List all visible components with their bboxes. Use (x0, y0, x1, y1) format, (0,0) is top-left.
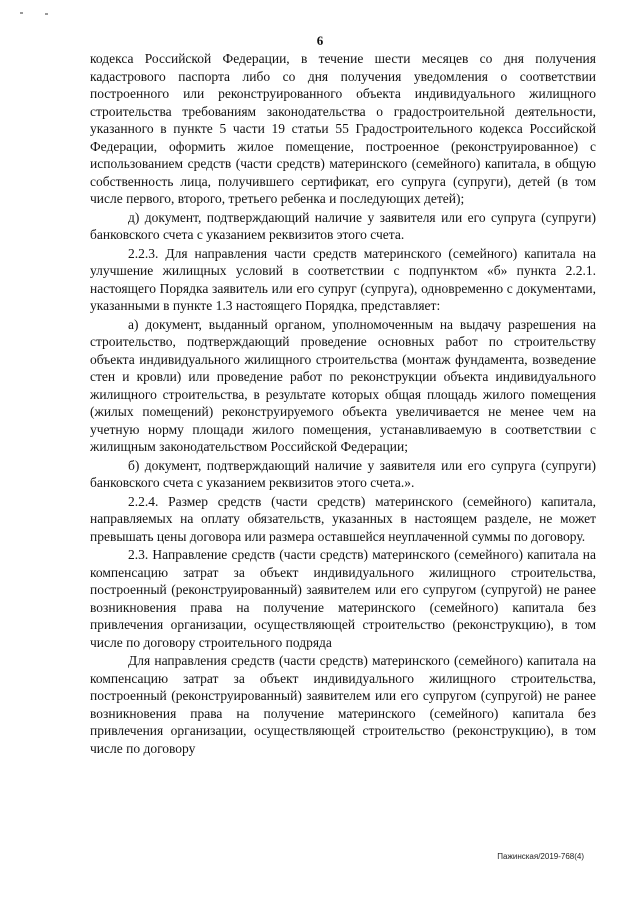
paragraph: б) документ, подтверждающий наличие у заявителя или его супруга (супруги) банковского счета с указанием реквизитов этого счета.». (90, 457, 596, 490)
document-body (90, 50, 596, 758)
paragraph: 2.2.3. Для направления части средств материнского (семейного) капитала на улучшение жилищных условий в соответствии с подпунктом «б» пункта 2.2.1. настоящего Порядка заявитель или его супруг (супруга), одновременно с документами, указанными в пункте 1.3 настоящего Порядка, представляет: (90, 245, 596, 313)
paragraph: 2.2.4. Размер средств (части средств) материнского (семейного) капитала, направляемых на оплату обязательств, указанных в настоящем разделе, не может превышать цены договора или размера оставшейся неуплаченной суммы по договору. (90, 493, 596, 544)
page-number: 6 (316, 33, 324, 48)
scan-mark (45, 13, 48, 15)
scan-mark (20, 12, 23, 14)
paragraph: Для направления средств (части средств) материнского (семейного) капитала на компенсацию затрат за объект индивидуального жилищного строительства, построенный (реконструированный) заявителем или его супругом (супругой) не ранее возникновения права на получение материнского (семейного) капитала без привлечения организации, осуществляющей строительство (реконструкцию), в том числе по договору (90, 653, 596, 756)
paragraph: а) документ, выданный органом, уполномоченным на выдачу разрешения на строительство, подтверждающий проведение основных работ по строительству объекта индивидуального жилищного строительства (монтаж фундамента, возведение стен и кровли) или проведение работ по реконструкции объекта индивидуального жилищного строительства, в результате которых общая площадь жилого помещения (жилых помещений) реконструируемого объекта увеличивается не менее чем на учетную норму площади жилого помещения, устанавливаемую в соответствии с жилищным законодательством Российской Федерации; (90, 316, 596, 454)
document-code: Пажинская/2019-768(4) (497, 852, 584, 861)
paragraph: кодекса Российской Федерации, в течение шести месяцев со дня получения кадастрового паспорта либо со дня получения уведомления о соответствии построенного или реконструированного объекта индивидуального жилищного строительства требованиям законодательства о градостроительной деятельности, указанного в пункте 5 части 19 статьи 55 Градостроительного кодекса Российской Федерации, оформить жилое помещение, построенное (реконструированное) с использованием средств (части средств) материнского (семейного) капитала, в общую собственность лица, получившего сертификат, его супруга (супруги), детей (в том числе первого, второго, третьего ребенка и последующих детей); (90, 51, 596, 206)
paragraph: д) документ, подтверждающий наличие у заявителя или его супруга (супруги) банковского счета с указанием реквизитов этого счета. (90, 209, 596, 242)
paragraph: 2.3. Направление средств (части средств) материнского (семейного) капитала на компенсацию затрат за объект индивидуального жилищного строительства, построенный (реконструированный) заявителем или его супругом (супругой) не ранее возникновения права на получение материнского (семейного) капитала без привлечения организации, осуществляющей строительство (реконструкцию), в том числе по договору строительного подряда (90, 547, 596, 650)
